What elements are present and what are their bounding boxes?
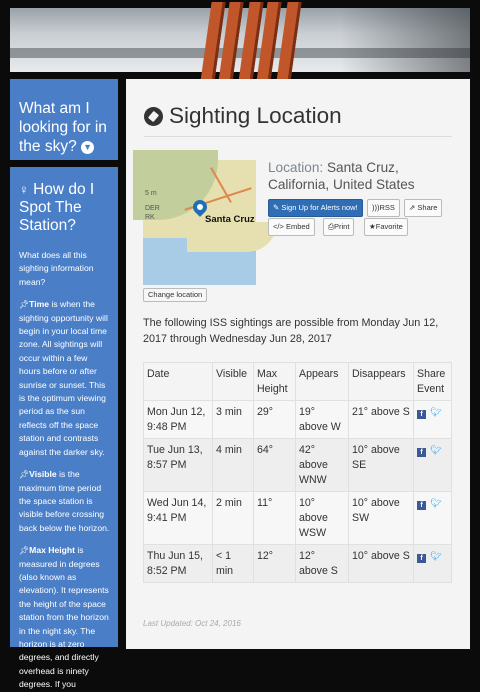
column-header: Max Height xyxy=(254,363,296,401)
rss-icon: ))) xyxy=(372,203,380,212)
table-row xyxy=(144,492,452,545)
favorite-button[interactable]: ★Favorite xyxy=(364,218,408,236)
visible-cell: 3 min xyxy=(213,401,254,439)
date-cell: Mon Jun 12, 9:48 PM xyxy=(144,401,213,439)
table-header-row xyxy=(144,363,452,401)
twitter-icon[interactable]: 🐦︎ xyxy=(430,407,442,417)
table-row xyxy=(144,545,452,583)
facebook-icon[interactable]: f xyxy=(417,501,426,510)
share-cell xyxy=(414,492,452,545)
share-cell xyxy=(414,439,452,492)
disappears-cell: 10° above SE xyxy=(349,439,414,492)
compass-icon xyxy=(144,107,163,126)
print-button[interactable]: ⎙Print xyxy=(323,218,354,236)
appears-cell: 12° above S xyxy=(296,545,349,583)
column-header: Visible xyxy=(213,363,254,401)
disappears-cell: 10° above S xyxy=(349,545,414,583)
max-height-cell: 11° xyxy=(254,492,296,545)
pushpin-icon: 📌︎ xyxy=(19,300,30,310)
location-heading xyxy=(268,159,458,193)
last-updated: Last Updated: Oct 24, 2016 xyxy=(143,619,241,628)
how-to-spot-box xyxy=(10,167,118,690)
location-map[interactable]: 5 m DER RK Santa Cruz xyxy=(143,160,256,285)
twitter-icon[interactable]: 🐦︎ xyxy=(430,445,442,455)
appears-cell: 19° above W xyxy=(296,401,349,439)
table-row xyxy=(144,439,452,492)
max-height-cell: 12° xyxy=(254,545,296,583)
max-height-cell: 29° xyxy=(254,401,296,439)
lightbulb-icon: ♀ xyxy=(19,182,29,197)
visible-cell: 4 min xyxy=(213,439,254,492)
column-header: Share Event xyxy=(414,363,452,401)
location-value: Santa Cruz, California, United States xyxy=(268,160,415,192)
twitter-icon[interactable]: 🐦︎ xyxy=(430,498,442,508)
disappears-cell: 10° above SW xyxy=(349,492,414,545)
max-height-cell: 64° xyxy=(254,439,296,492)
twitter-icon[interactable]: 🐦︎ xyxy=(430,551,442,561)
pushpin-icon: 📌︎ xyxy=(19,546,30,556)
page-title: Sighting Location xyxy=(169,103,342,128)
map-city-label: Santa Cruz xyxy=(205,214,255,225)
column-header: Date xyxy=(144,363,213,401)
sign-up-alerts-button[interactable]: ✎ Sign Up for Alerts now! xyxy=(268,199,363,217)
table-row xyxy=(144,401,452,439)
visible-cell: < 1 min xyxy=(213,545,254,583)
column-header: Disappears xyxy=(349,363,414,401)
what-to-look-for-title[interactable]: What am I looking for in the sky? ▼ xyxy=(19,100,107,155)
definition-max-height: 📌︎Max Height is measured in degrees (also known as elevation). It represents the height of the space station from the horizon in the night sky. The horizon is at zero degrees, and directly overhead is ninety degrees. If you xyxy=(19,545,109,690)
sightings-table xyxy=(143,362,452,583)
location-label: Location: xyxy=(268,160,324,175)
header-banner-image xyxy=(10,8,470,72)
share-icon: ⇗ xyxy=(409,203,416,212)
star-icon: ★ xyxy=(369,222,376,231)
definition-visible: 📌︎Visible is the maximum time period the space station is visible before crossing back below the horizon. xyxy=(19,469,110,533)
appears-cell: 10° above WSW xyxy=(296,492,349,545)
facebook-icon[interactable]: f xyxy=(417,410,426,419)
rss-button[interactable]: )))RSS xyxy=(367,199,400,217)
date-cell: Wed Jun 14, 9:41 PM xyxy=(144,492,213,545)
definition-time: 📌︎Time is when the sighting opportunity will begin in your local time zone. All sightings will occur within a few hours before or after sunrise or sunset. This is the optimum viewing period as the sun reflects off the space station and contrasts against the darker sky. xyxy=(19,299,108,457)
sidebar-intro: What does all this sighting information mean? xyxy=(19,250,94,287)
share-cell xyxy=(414,401,452,439)
facebook-icon[interactable]: f xyxy=(417,448,426,457)
disappears-cell: 21° above S xyxy=(349,401,414,439)
main-panel xyxy=(126,79,470,649)
column-header: Appears xyxy=(296,363,349,401)
edit-icon: ✎ xyxy=(273,203,280,212)
print-icon: ⎙ xyxy=(328,222,334,231)
change-location-button[interactable]: Change location xyxy=(143,288,207,302)
share-cell xyxy=(414,545,452,583)
share-button[interactable]: ⇗ Share xyxy=(404,199,442,217)
embed-button[interactable]: </> Embed xyxy=(268,218,315,236)
title-row xyxy=(144,105,452,137)
appears-cell: 42° above WNW xyxy=(296,439,349,492)
what-to-look-for-box[interactable] xyxy=(10,79,118,160)
code-icon: </> xyxy=(273,222,284,231)
chevron-down-icon[interactable]: ▼ xyxy=(81,141,94,154)
pushpin-icon: 📌︎ xyxy=(19,470,30,480)
date-cell: Thu Jun 15, 8:52 PM xyxy=(144,545,213,583)
visible-cell: 2 min xyxy=(213,492,254,545)
sightings-intro: The following ISS sightings are possible from Monday Jun 12, 2017 through Wednesday Jun 28, 2017 xyxy=(143,317,439,345)
how-to-spot-title: ♀ How do I Spot The Station? xyxy=(19,181,95,234)
date-cell: Tue Jun 13, 8:57 PM xyxy=(144,439,213,492)
facebook-icon[interactable]: f xyxy=(417,554,426,563)
